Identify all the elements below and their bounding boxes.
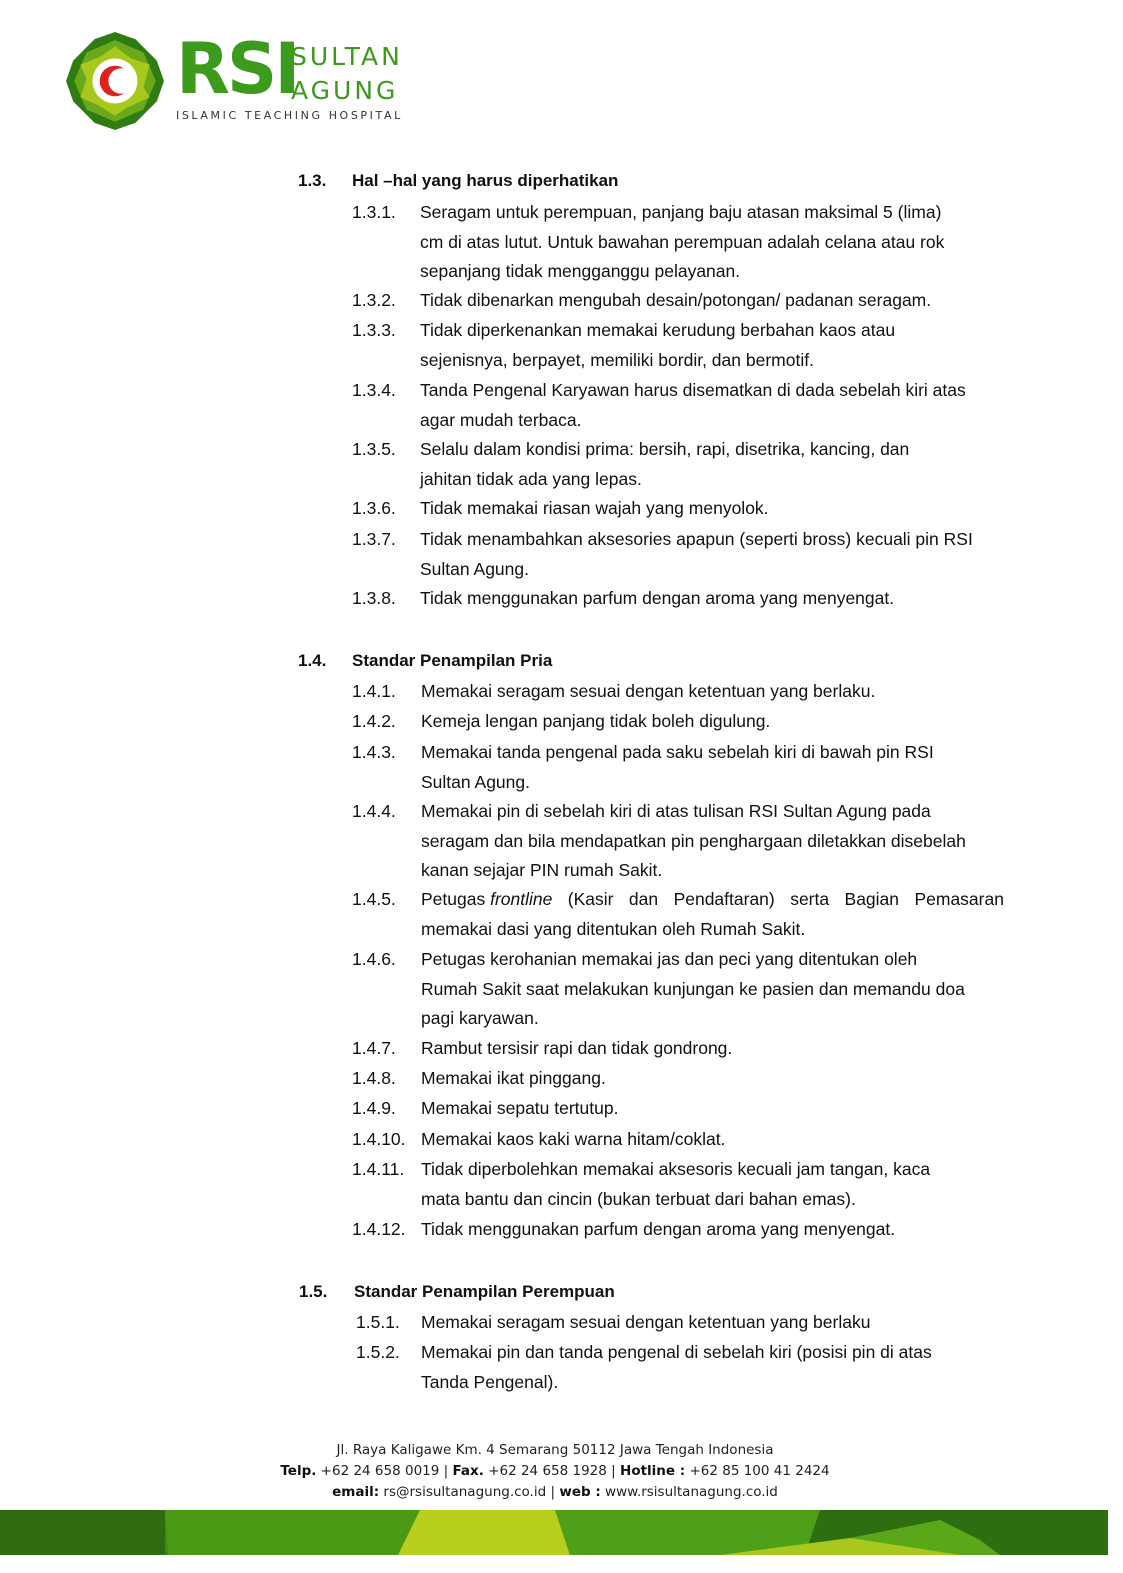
separator: | [443,1463,449,1479]
section-number: 1.4. [298,651,327,670]
item-line: Sultan Agung. [420,558,529,579]
item-line: jahitan tidak ada yang lepas. [420,468,642,489]
item-number: 1.3.1. [352,202,396,222]
separator: | [550,1484,556,1500]
item-word: serta [790,889,830,909]
item-text [421,738,934,797]
fax-label: Fax. [452,1463,484,1479]
item-line: Memakai seragam sesuai dengan ketentuan yang berlaku. [421,681,876,701]
web-label: web : [559,1484,601,1500]
item-line: Tidak menambahkan aksesories apapun (seperti bross) kecuali pin RSI [420,529,973,549]
item-text [421,1155,930,1214]
item-number: 1.4.9. [352,1098,396,1118]
item-word: (Kasir [567,889,614,909]
separator: | [611,1463,616,1479]
item-number: 1.5.1. [356,1312,400,1332]
item-text [420,376,966,435]
item-text [421,1094,618,1124]
item-line: Tanda Pengenal). [421,1371,559,1392]
item-line: Rambut tersisir rapi dan tidak gondrong. [421,1038,733,1058]
item-line: Tidak diperbolehkan memakai aksesoris kecuali jam tangan, kaca [421,1159,931,1179]
item-number: 1.4.7. [352,1038,396,1058]
footer-contact-line [180,1461,930,1482]
item-number: 1.3.2. [352,290,396,310]
item-line: Tidak memakai riasan wajah yang menyolok. [420,498,769,518]
item-number: 1.4.1. [352,681,396,701]
item-text [421,1215,895,1245]
item-text [421,677,875,707]
item-number: 1.4.3. [352,742,396,762]
item-line: Selalu dalam kondisi prima: bersih, rapi, disetrika, kancing, dan [420,439,910,459]
item-text [420,435,909,494]
telp-value: +62 24 658 0019 [320,1463,440,1479]
item-text [421,1064,606,1094]
item-number: 1.4.2. [352,711,396,731]
logo-line-2: AGUNG [291,76,399,105]
item-line: pagi karyawan. [421,1008,539,1028]
item-text [421,945,965,1034]
octagon-crescent-emblem-icon [64,30,166,132]
section-number: 1.5. [299,1282,328,1301]
telp-label: Telp. [280,1463,317,1479]
item-text [420,584,894,614]
hotline-label: Hotline : [620,1463,686,1479]
item-number: 1.3.8. [352,588,396,608]
item-text [421,1308,870,1338]
item-number: 1.3.6. [352,498,396,518]
item-word: Bagian [844,889,900,909]
web-value: www.rsisultanagung.co.id [605,1484,778,1500]
item-line: Memakai pin di sebelah kiri di atas tulisan RSI Sultan Agung pada [421,801,931,821]
item-number: 1.3.4. [352,380,396,400]
item-line: Memakai tanda pengenal pada saku sebelah kiri di bawah pin RSI [421,742,934,762]
logo-line-1: SULTAN [291,42,403,71]
letterhead-footer [180,1440,930,1503]
item-line-justified [421,885,1004,915]
section-number: 1.3. [298,171,327,190]
item-line: sejenisnya, berpayet, memiliki bordir, dan bermotif. [420,349,814,370]
item-number: 1.3.7. [352,529,396,549]
item-text [421,885,1004,944]
item-word: Petugas frontline [421,889,553,909]
item-line: mata bantu dan cincin (bukan terbuat dari bahan emas). [421,1188,856,1209]
item-line: agar mudah terbaca. [420,409,582,430]
item-number: 1.5.2. [356,1342,400,1362]
item-number: 1.4.4. [352,801,396,821]
item-line: memakai dasi yang ditentukan oleh Rumah Sakit. [421,918,806,939]
item-number: 1.4.12. [352,1219,406,1239]
item-word: Pemasaran [914,889,1004,909]
section-title: Hal –hal yang harus diperhatikan [352,171,619,190]
item-line: Sultan Agung. [421,771,530,792]
item-line: cm di atas lutut. Untuk bawahan perempuan adalah celana atau rok [420,231,945,252]
item-text [420,198,944,287]
item-line: seragam dan bila mendapatkan pin penghargaan diletakkan disebelah [421,830,966,851]
item-line: Tidak menggunakan parfum dengan aroma yang menyengat. [420,588,895,608]
item-word: dan [628,889,659,909]
hotline-value: +62 85 100 41 2424 [689,1463,830,1479]
item-text [421,797,966,886]
item-number: 1.4.11. [352,1159,405,1179]
footer-web-line [180,1482,930,1503]
item-number: 1.4.10. [352,1129,406,1149]
item-text [420,494,769,524]
item-text [421,707,770,737]
item-line: Seragam untuk perempuan, panjang baju atasan maksimal 5 (lima) [420,202,942,222]
item-number: 1.3.5. [352,439,396,459]
item-line: Tidak dibenarkan mengubah desain/potongan/ padanan seragam. [420,290,932,310]
section-title: Standar Penampilan Pria [352,651,553,670]
item-number: 1.4.8. [352,1068,396,1088]
item-line: Memakai ikat pinggang. [421,1068,606,1088]
section-title: Standar Penampilan Perempuan [354,1282,615,1301]
item-line: Kemeja lengan panjang tidak boleh digulung. [421,711,771,731]
item-text [421,1034,732,1064]
item-line: sepanjang tidak mengganggu pelayanan. [420,261,741,281]
item-line: Rumah Sakit saat melakukan kunjungan ke pasien dan memandu doa [421,978,965,999]
item-text [421,1338,932,1397]
item-line: Petugas kerohanian memakai jas dan peci yang ditentukan oleh [421,949,918,969]
item-text [421,1125,725,1155]
email-value: rs@rsisultanagung.co.id [383,1484,547,1500]
decorative-green-band [0,1510,1108,1555]
footer-address: Jl. Raya Kaligawe Km. 4 Semarang 50112 Jawa Tengah Indonesia [336,1442,774,1458]
fax-value: +62 24 658 1928 [488,1463,607,1479]
item-line: Tidak menggunakan parfum dengan aroma yang menyengat. [421,1219,896,1239]
item-line: Memakai kaos kaki warna hitam/coklat. [421,1129,726,1149]
item-text [420,525,973,584]
logo-tagline: ISLAMIC TEACHING HOSPITAL [176,109,403,122]
item-text [420,316,895,375]
item-line: Memakai pin dan tanda pengenal di sebelah kiri (posisi pin di atas [421,1342,932,1362]
item-line: Memakai sepatu tertutup. [421,1098,619,1118]
item-number: 1.4.6. [352,949,396,969]
item-number: 1.4.5. [352,889,396,909]
item-word: Pendaftaran) [673,889,775,909]
italic-term: frontline [490,889,553,909]
item-line: Tanda Pengenal Karyawan harus disematkan di dada sebelah kiri atas [420,380,966,400]
item-line: Tidak diperkenankan memakai kerudung berbahan kaos atau [420,320,896,340]
hospital-logo [64,30,409,132]
item-line: Memakai seragam sesuai dengan ketentuan yang berlaku [421,1312,871,1332]
item-line: kanan sejajar PIN rumah Sakit. [421,860,663,880]
item-text [420,286,931,316]
logo-brand-text: RSI [176,28,298,110]
email-label: email: [332,1484,380,1500]
item-number: 1.3.3. [352,320,396,340]
